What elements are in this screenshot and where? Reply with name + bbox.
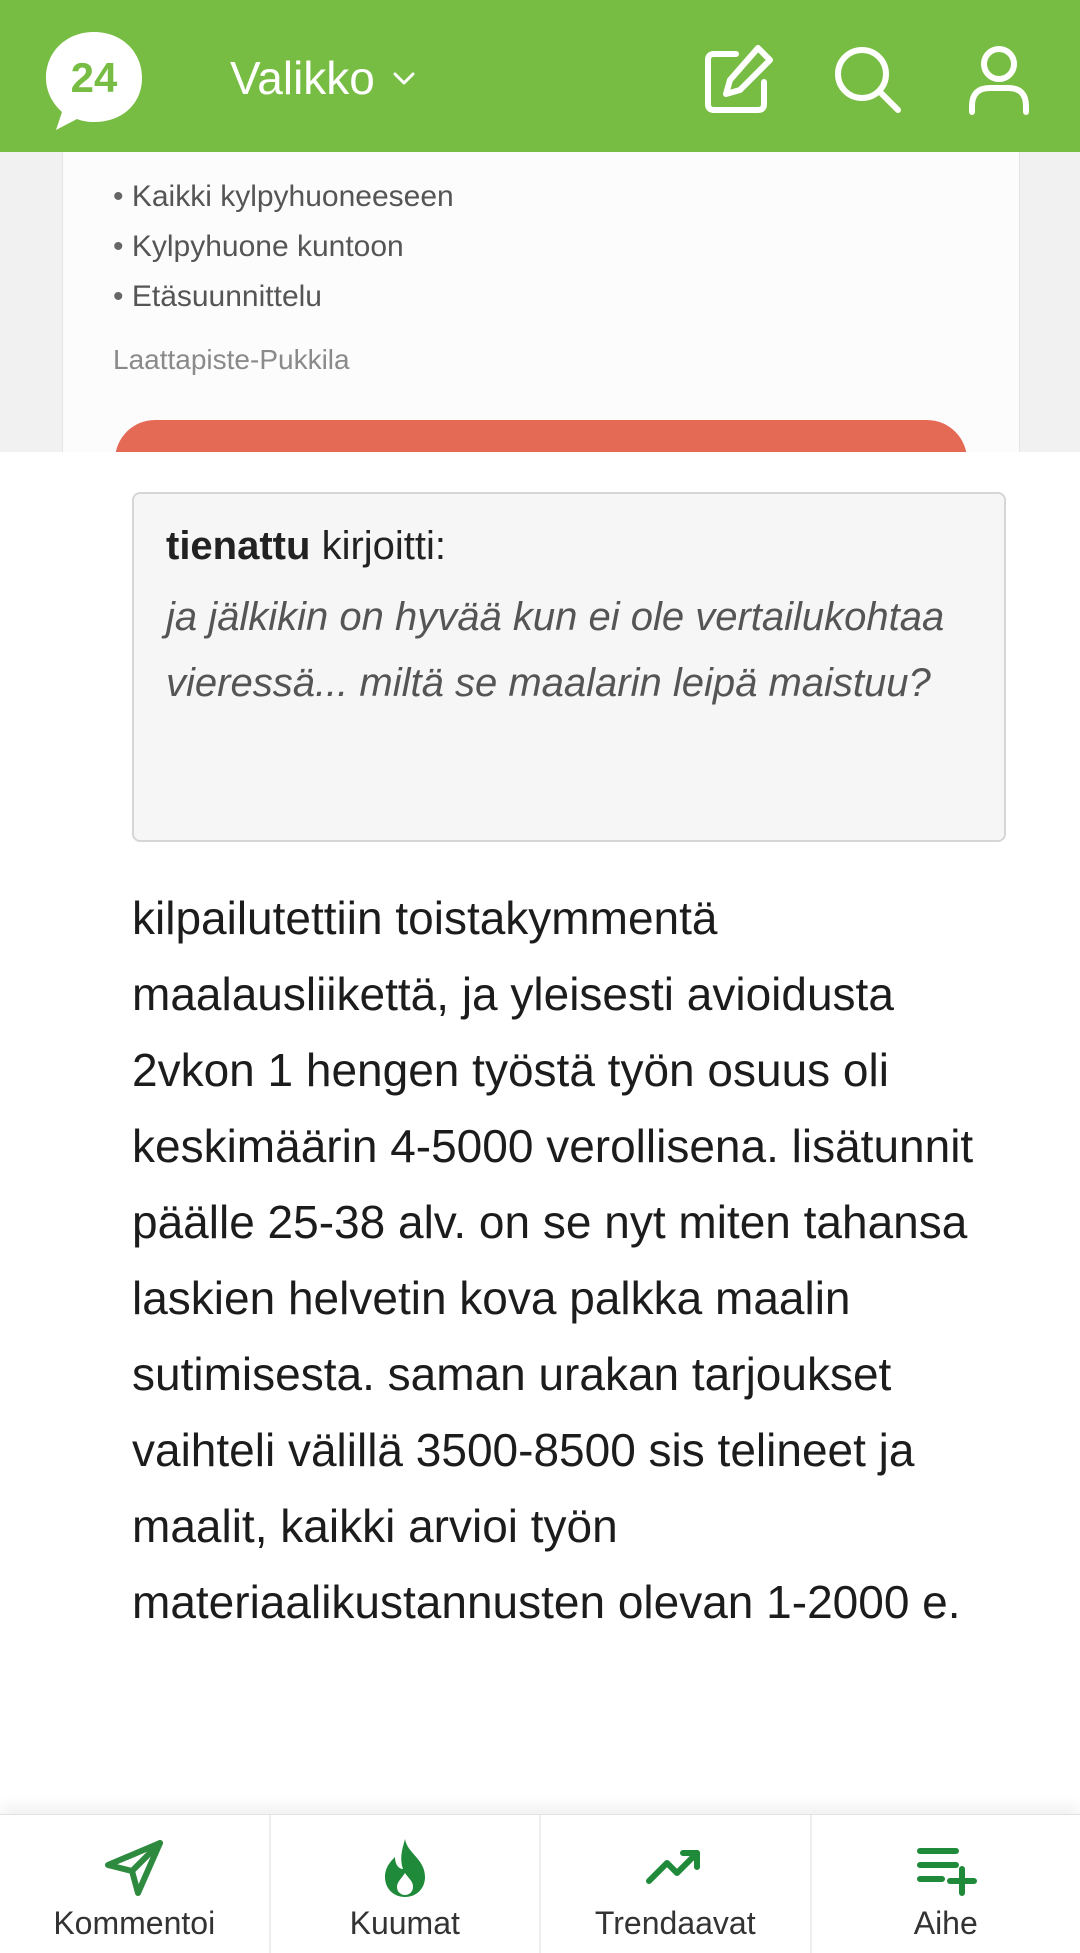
flame-icon bbox=[373, 1837, 437, 1899]
nav-label: Kuumat bbox=[350, 1905, 460, 1942]
quote-block bbox=[132, 492, 1006, 842]
ad-bullet: • Kylpyhuone kuntoon bbox=[113, 222, 454, 272]
quote-author[interactable]: tienattu bbox=[166, 524, 310, 568]
write-button[interactable] bbox=[700, 40, 778, 118]
profile-button[interactable] bbox=[960, 40, 1038, 118]
search-icon bbox=[828, 40, 906, 118]
add-topic-icon bbox=[914, 1837, 978, 1899]
trending-icon bbox=[643, 1837, 707, 1899]
top-header bbox=[0, 0, 1080, 152]
ad-card[interactable] bbox=[62, 152, 1020, 452]
nav-label: Aihe bbox=[914, 1905, 978, 1942]
nav-new-topic[interactable] bbox=[812, 1815, 1080, 1953]
menu-label: Valikko bbox=[230, 51, 375, 105]
quote-wrote-label: kirjoitti: bbox=[322, 524, 446, 568]
ad-advertiser: Laattapiste-Pukkila bbox=[113, 344, 350, 376]
edit-icon bbox=[700, 40, 778, 118]
quote-header bbox=[166, 522, 972, 570]
logo-speech-bubble-icon bbox=[42, 28, 146, 134]
search-button[interactable] bbox=[828, 40, 906, 118]
nav-trending[interactable] bbox=[541, 1815, 812, 1953]
ad-bullet: • Etäsuunnittelu bbox=[113, 272, 454, 322]
send-icon bbox=[102, 1837, 166, 1899]
bottom-navigation bbox=[0, 1814, 1080, 1953]
nav-label: Trendaavat bbox=[595, 1905, 756, 1942]
ad-bullet-list bbox=[113, 172, 454, 322]
site-logo[interactable] bbox=[42, 28, 146, 134]
ad-cta-button[interactable] bbox=[115, 420, 967, 452]
nav-label: Kommentoi bbox=[53, 1905, 215, 1942]
nav-comment[interactable] bbox=[0, 1815, 271, 1953]
comment-text: kilpailutettiin toistakymmentä maalausliikettä, ja yleisesti avioidusta 2vkon 1 hengen työstä työn osuus oli keskimäärin 4-5000 verollisena. lisätunnit päälle 25-38 alv. on se nyt miten tahansa laskien helvetin kova palkka maalin sutimisesta. saman urakan tarjoukset vaihteli välillä 3500-8500 sis telineet ja maalit, kaikki arvioi työn materiaalikustannusten olevan 1-2000 e. bbox=[132, 880, 1012, 1640]
ad-container bbox=[0, 152, 1080, 452]
ad-bullet: • Kaikki kylpyhuoneeseen bbox=[113, 172, 454, 222]
quote-text: ja jälkikin on hyvää kun ei ole vertailukohtaa vieressä... miltä se maalarin leipä maistuu? bbox=[166, 584, 972, 716]
logo-text: 24 bbox=[71, 54, 118, 101]
chevron-down-icon bbox=[389, 63, 419, 93]
user-icon bbox=[960, 40, 1038, 118]
nav-hot[interactable] bbox=[271, 1815, 542, 1953]
menu-button[interactable] bbox=[230, 46, 419, 110]
